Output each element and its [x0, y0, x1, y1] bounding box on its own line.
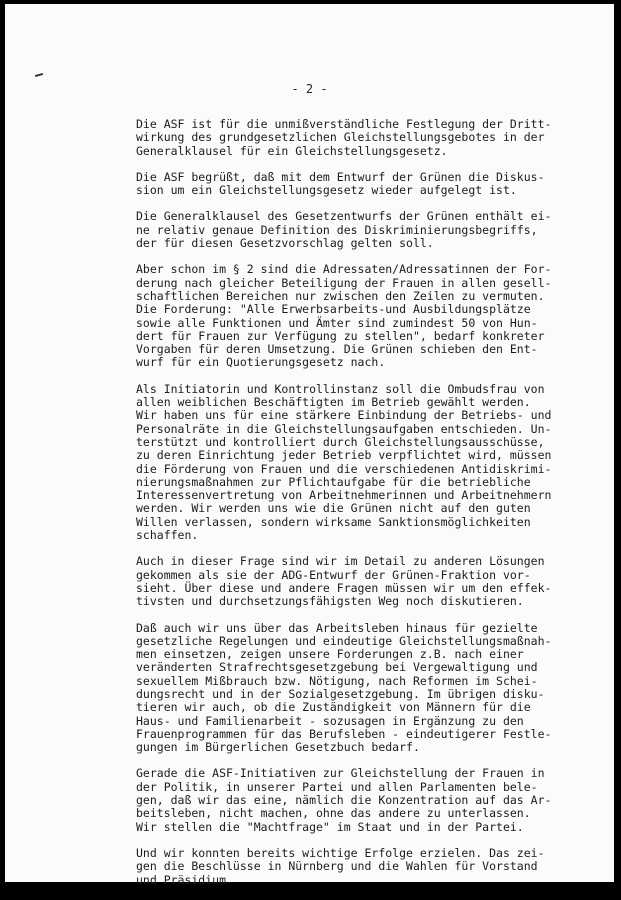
- text-line: terstützt und kontrolliert durch Gleichstellungsausschüsse,: [136, 434, 545, 449]
- text-line: men einsetzen, zeigen unsere Forderungen z.B. nach einer: [136, 647, 524, 662]
- text-line: gekommen als sie der ADG-Entwurf der Grünen-Fraktion vor-: [136, 567, 531, 582]
- text-line: Frauenprogrammen für das Berufsleben - eindeutigerer Festle-: [136, 726, 552, 741]
- text-line: Wir stellen die "Machtfrage" im Staat und in der Partei.: [136, 819, 524, 834]
- text-line: dert für Frauen zur Verfügung zu stellen", bedarf konkreter: [136, 328, 545, 343]
- text-line: sieht. Über diese und andere Fragen müssen wir um den effek-: [136, 580, 552, 595]
- text-line: tieren wir auch, ob die Zuständigkeit von Männern für die: [136, 700, 531, 715]
- paragraph: [136, 555, 566, 608]
- text-line: veränderten Strafrechtsgesetzgebung bei Vergewaltigung und: [136, 660, 538, 675]
- text-line: Auch in dieser Frage sind wir im Detail zu anderen Lösungen: [136, 554, 545, 569]
- text-line: Aber schon im § 2 sind die Adressaten/Adressatinnen der For-: [136, 262, 552, 277]
- text-line: ne relativ genaue Definition des Diskriminierungsbegriffs,: [136, 222, 538, 237]
- paragraph: [136, 767, 566, 833]
- text-line: nierungsmaßnahmen zur Pflichtaufgabe für die betriebliche: [136, 474, 531, 489]
- text-line: tivsten und durchsetzungsfähigsten Weg noch diskutieren.: [136, 594, 524, 609]
- text-line: Wir haben uns für eine stärkere Einbindung der Betriebs- und: [136, 408, 552, 423]
- text-line: gen, daß wir das eine, nämlich die Konzentration auf das Ar-: [136, 793, 552, 808]
- text-line: werden. Wir werden uns wie die Grünen nicht auf den guten: [136, 501, 531, 516]
- paragraph: [136, 263, 566, 369]
- text-line: beitsleben, nicht machen, ohne das andere zu unterlassen.: [136, 806, 531, 821]
- text-line: Daß auch wir uns über das Arbeitsleben hinaus für gezielte: [136, 620, 538, 635]
- text-line: Und wir konnten bereits wichtige Erfolge erzielen. Das zei-: [136, 845, 545, 860]
- text-line: zu deren Einrichtung jeder Betrieb verpflichtet wird, müssen: [136, 448, 552, 463]
- text-line: gen die Beschlüsse in Nürnberg und die Wahlen für Vorstand: [136, 859, 538, 874]
- text-line: Personalräte in die Gleichstellungsaufgaben entschieden. Un-: [136, 421, 552, 436]
- text-line: Die Generalklausel des Gesetzentwurfs der Grünen enthält ei-: [136, 209, 552, 224]
- text-line: und Präsidium.: [136, 872, 233, 887]
- text-line: der für diesen Gesetzvorschlag gelten soll.: [136, 236, 434, 251]
- page-number: - 2 -: [291, 82, 328, 96]
- scan-speck: [35, 73, 43, 77]
- text-line: sion um ein Gleichstellungsgesetz wieder aufgelegt ist.: [136, 183, 517, 198]
- text-line: schaftlichen Bereichen nur zwischen den Zeilen zu vermuten.: [136, 288, 545, 303]
- text-line: gungen im Bürgerlichen Gesetzbuch bedarf.: [136, 740, 420, 755]
- paragraph: [136, 847, 566, 887]
- document-page: [5, 4, 614, 887]
- text-line: schaffen.: [136, 528, 199, 543]
- paragraph: [136, 210, 566, 250]
- text-line: dungsrecht und in der Sozialgesetzgebung. Im übrigen disku-: [136, 686, 545, 701]
- text-line: Die ASF ist für die unmißverständliche Festlegung der Dritt-: [136, 117, 552, 131]
- text-line: Interessenvertretung von Arbeitnehmerinnen und Arbeitnehmern: [136, 488, 552, 503]
- paragraph: [136, 383, 566, 543]
- text-line: Vorgaben für deren Umsetzung. Die Grünen schieben den Ent-: [136, 342, 538, 357]
- text-line: Die ASF begrüßt, daß mit dem Entwurf der Grünen die Diskus-: [136, 169, 545, 184]
- text-line: Willen verlassen, sondern wirksame Sanktionsmöglichkeiten: [136, 514, 531, 529]
- paragraph: [136, 171, 566, 198]
- text-line: der Politik, in unserer Partei und allen Parlamenten bele-: [136, 779, 538, 794]
- text-line: gesetzliche Regelungen und eindeutige Gleichstellungsmaßnah-: [136, 633, 552, 648]
- text-line: derung nach gleicher Beteiligung der Frauen in allen gesell-: [136, 275, 552, 290]
- text-line: Haus- und Familienarbeit - sozusagen in Ergänzung zu den: [136, 713, 524, 728]
- text-line: Gerade die ASF-Initiativen zur Gleichstellung der Frauen in: [136, 766, 545, 781]
- paragraph: [136, 118, 566, 158]
- paragraph: [136, 622, 566, 755]
- text-line: wurf für ein Quotierungsgesetz nach.: [136, 355, 386, 370]
- text-line: allen weiblichen Beschäftigten im Betrieb gewählt werden.: [136, 395, 531, 410]
- text-line: sexuellem Mißbrauch bzw. Nötigung, nach Reformen im Schei-: [136, 673, 538, 688]
- text-line: wirkung des grundgesetzlichen Gleichstellungsgebotes in der: [136, 130, 545, 145]
- text-line: Generalklausel für ein Gleichstellungsgesetz.: [136, 143, 448, 158]
- text-line: sowie alle Funktionen und Ämter sind zumindest 50 von Hun-: [136, 315, 538, 330]
- document-body: [136, 118, 566, 900]
- text-line: die Förderung von Frauen und die verschiedenen Antidiskrimi-: [136, 461, 552, 476]
- text-line: Die Forderung: "Alle Erwerbsarbeits-und Ausbildungsplätze: [136, 302, 531, 317]
- text-line: Als Initiatorin und Kontrollinstanz soll die Ombudsfrau von: [136, 381, 545, 396]
